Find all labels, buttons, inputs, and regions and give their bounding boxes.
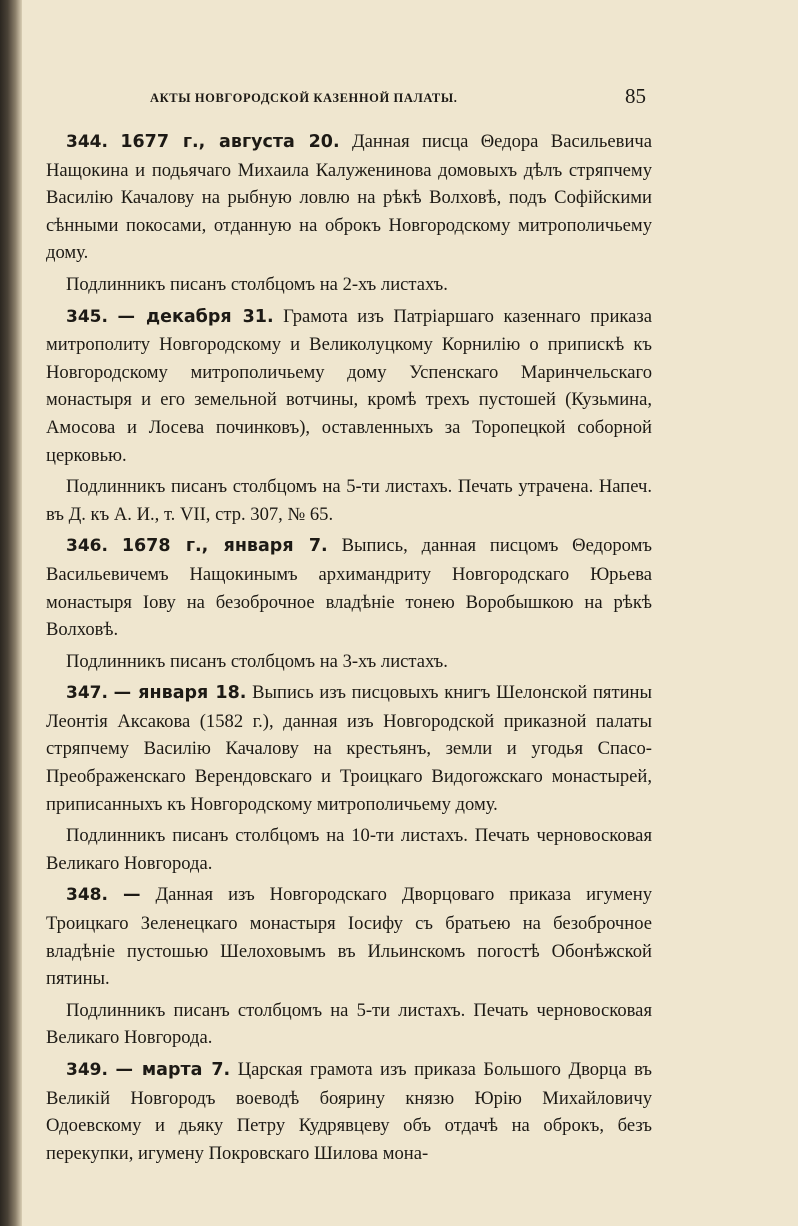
entry-text: Выпись изъ писцовыхъ книгъ Шелонской пятины Леонтія Аксакова (1582 г.), данная изъ Новгородской приказной палаты стряпчему Василію Качалову на крестьянъ, земли и угодья Спасо-Преображенскаго Верендовскаго и Троицкаго Видогожскаго монастырей, приписанныхъ къ Новгородскому митрополичьему дому.	[46, 682, 652, 815]
entry-date: 1678 г., января 7.	[121, 536, 328, 557]
entry-347	[46, 679, 652, 818]
entry-344	[46, 128, 652, 267]
page-number: 85	[625, 84, 646, 108]
running-head	[46, 84, 652, 114]
entry-note: Подлинникъ писанъ столбцомъ на 5-ти листахъ. Печать утрачена. Напеч. въ Д. къ А. И., т. VII, стр. 307, № 65.	[46, 476, 652, 525]
entry-date: — января 18.	[113, 683, 247, 704]
entry-number: 344.	[66, 132, 108, 152]
entry-346	[46, 532, 652, 643]
entry-number: 345.	[66, 306, 108, 327]
entry-note: Подлинникъ писанъ столбцомъ на 5-ти листахъ. Печать черновосковая Великаго Новгорода.	[46, 999, 652, 1049]
entry-text: Грамота изъ Патріаршаго казеннаго приказа митрополиту Новгородскому и Великолуцкому Корнилію о припискѣ къ Новгородскому митрополичьему дому Успенскаго Маринчельскаго монастыря и его земельной вотчины, кромѣ трехъ пустошей (Кузьмина, Амосова и Лосева починковъ), оставленныхъ за Торопецкой соборной церковью.	[46, 305, 652, 466]
document-page	[46, 84, 652, 1167]
entry-text: Царская грамота изъ приказа Большого Дворца въ Великій Новгородъ воеводѣ боярину князю Юрію Михайловичу Одоевскому и дьяку Петру Кудрявцеву объ отдачѣ на оброкъ, безъ перекупки, игумену Покровскаго Шилова мона-	[46, 1059, 652, 1164]
entry-349	[46, 1056, 652, 1167]
book-binding-edge	[0, 0, 22, 1226]
entry-348	[46, 881, 652, 992]
entry-number: 349.	[66, 1060, 108, 1080]
running-title: АКТЫ НОВГОРОДСКОЙ КАЗЕННОЙ ПАЛАТЫ.	[150, 91, 458, 105]
entry-text: Данная изъ Новгородскаго Дворцоваго приказа игумену Троицкаго Зеленецкаго монастыря Іосифу съ братьею на безоброчное владѣніе пустошью Шелоховымъ въ Ильинскомъ погостѣ Обонѣжской пятины.	[46, 884, 652, 990]
entry-text: Данная писца Θедора Васильевича Нащокина и подьячаго Михаила Калуженинова домовыхъ дѣлъ стряпчему Василію Качалову на рыбную ловлю на рѣкѣ Волховѣ, подъ Софійскими сѣнными покосами, отданную на оброкъ Новгородскому митрополичьему дому.	[46, 131, 652, 264]
entry-text: Выпись, данная писцомъ Θедоромъ Васильевичемъ Нащокинымъ архимандриту Новгородскаго Юрьева монастыря Іову на безоброчное владѣніе тонею Воробышкою на рѣкѣ Волховѣ.	[46, 535, 652, 641]
document-body	[46, 128, 652, 1167]
entry-number: 347.	[66, 683, 108, 704]
entry-date: — декабря 31.	[117, 306, 274, 327]
entry-note: Подлинникъ писанъ столбцомъ на 10-ти листахъ. Печать черновосковая Великаго Новгорода.	[46, 825, 652, 874]
entry-note: Подлинникъ писанъ столбцомъ на 3-хъ листахъ.	[66, 650, 448, 672]
entry-date: — марта 7.	[115, 1060, 231, 1080]
entry-345	[46, 303, 652, 470]
entry-number: 346.	[66, 536, 108, 557]
entry-date: 1677 г., августа 20.	[120, 132, 340, 152]
entry-note: Подлинникъ писанъ столбцомъ на 2-хъ листахъ.	[66, 273, 448, 295]
entry-date: —	[122, 885, 141, 906]
entry-number: 348.	[66, 885, 108, 906]
